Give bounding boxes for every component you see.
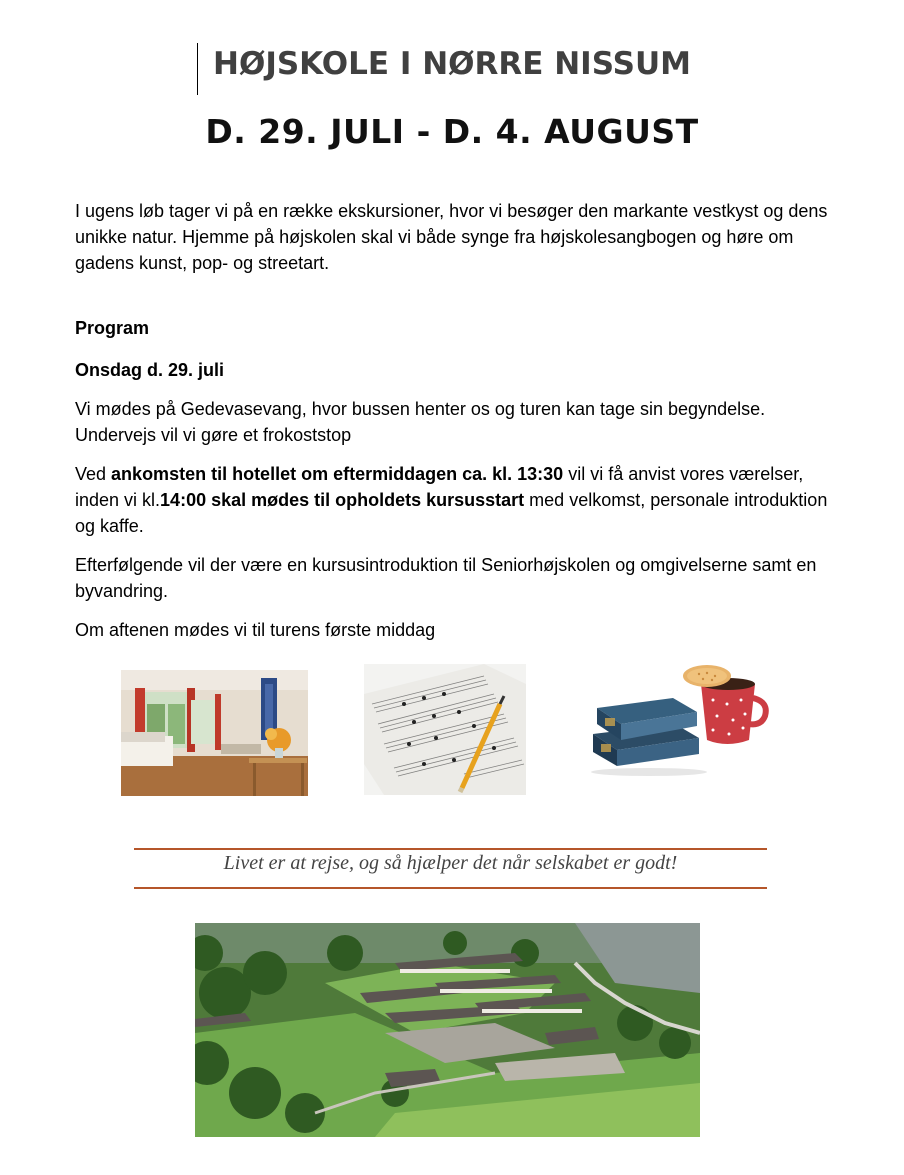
quote-bottom-rule xyxy=(134,887,767,889)
date-range: D. 29. JULI - D. 4. AUGUST xyxy=(205,112,699,151)
intro-paragraph: I ugens løb tager vi på en række ekskursioner, hvor vi besøger den markante vestkyst og dens unikke natur. Hjemme på højskolen skal vi både synge fra højskolesangbogen og høre om gadens kunst, pop- og streetart. xyxy=(75,201,828,273)
quote-top-rule xyxy=(134,848,767,850)
quote-text: Livet er at rejse, og så hjælper det når selskabet er godt! xyxy=(223,852,678,874)
program-paragraph-4: Om aftenen mødes vi til turens første middag xyxy=(75,620,436,640)
program-paragraph-1: Vi mødes på Gedevasevang, hvor bussen henter os og turen kan tage sin begyndelse. Undervejs vil vi gøre et frokoststop xyxy=(75,399,766,445)
program-heading: Program xyxy=(75,318,150,338)
program-paragraph-2: Ved ankomsten til hotellet om eftermiddagen ca. kl. 13:30 vil vi få anvist vores værelser, inden vi kl.14:00 skal mødes til opholdets kursusstart med velkomst, personale introduktion og kaffe. xyxy=(75,464,828,536)
aerial-school-photo xyxy=(195,923,700,1137)
hotel-room-photo xyxy=(121,670,308,796)
books-and-coffee-photo xyxy=(589,664,770,778)
program-paragraph-3: Efterfølgende vil der være en kursusintroduktion til Seniorhøjskolen og omgivelserne samt en byvandring. xyxy=(75,555,817,601)
day-heading: Onsdag d. 29. juli xyxy=(75,360,225,380)
page-title: HØJSKOLE I NØRRE NISSUM xyxy=(213,46,691,82)
sheet-music-photo xyxy=(364,664,526,795)
